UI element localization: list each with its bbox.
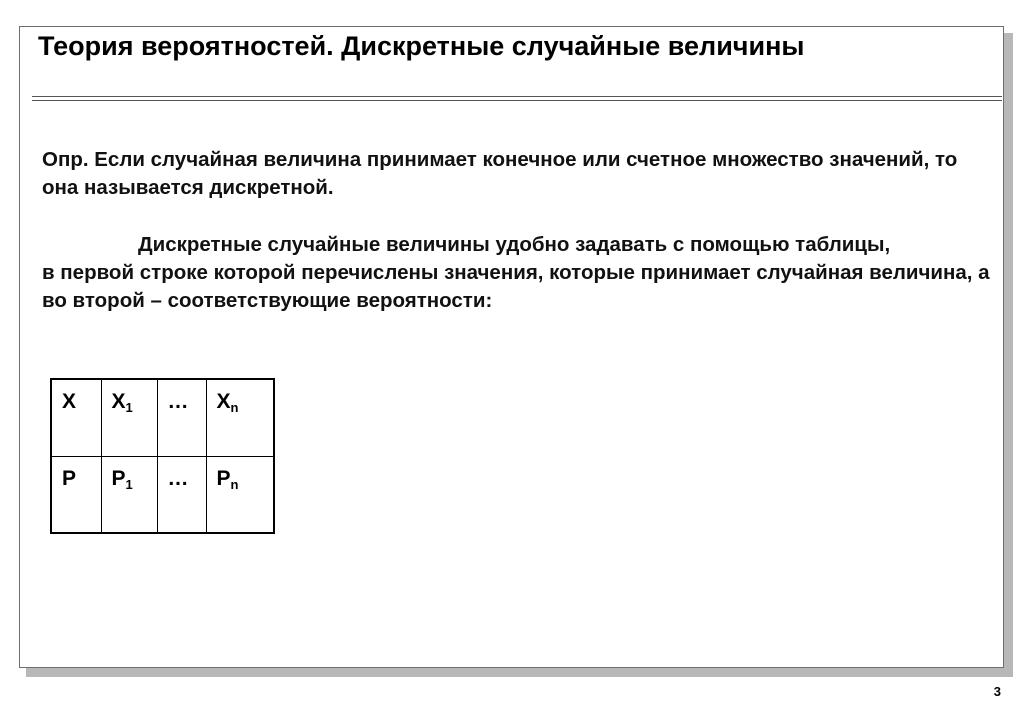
cell-base: P bbox=[216, 466, 231, 490]
cell-subscript: 1 bbox=[125, 476, 133, 492]
table-description-line2: в первой строке которой перечислены значения, которые принимает случайная величина, а во второй – соответствующие вероятности: bbox=[42, 261, 990, 312]
table-description-line1: Дискретные случайные величины удобно задавать с помощью таблицы, bbox=[138, 233, 891, 256]
cell-base: X bbox=[216, 390, 231, 413]
table-description bbox=[42, 231, 992, 315]
table-row-values bbox=[51, 379, 274, 456]
slide bbox=[19, 26, 1004, 668]
table-cell-first-value bbox=[101, 379, 157, 456]
table-row-probabilities bbox=[51, 456, 274, 533]
title-divider-top bbox=[32, 96, 1002, 97]
cell-base: P bbox=[111, 466, 126, 490]
table-cell-header: P bbox=[51, 456, 101, 533]
cell-base: X bbox=[111, 390, 126, 413]
table-cell-first-probability bbox=[101, 456, 157, 533]
definition-text: Опр. Если случайная величина принимает конечное или счетное множество значений, то она называется дискретной. bbox=[42, 148, 958, 199]
cell-subscript: n bbox=[230, 476, 239, 492]
cell-subscript: n bbox=[230, 400, 239, 415]
cell-subscript: 1 bbox=[125, 400, 133, 415]
distribution-table-wrapper bbox=[50, 378, 275, 534]
slide-title: Теория вероятностей. Дискретные случайные величины bbox=[38, 31, 805, 61]
table-cell-last-value bbox=[206, 379, 274, 456]
title-divider-bottom bbox=[32, 100, 1002, 101]
table-cell-ellipsis: … bbox=[157, 379, 206, 456]
distribution-table bbox=[50, 378, 275, 534]
table-cell-last-probability bbox=[206, 456, 274, 533]
page-number: 3 bbox=[993, 684, 1001, 699]
table-cell-ellipsis: … bbox=[157, 456, 206, 533]
table-cell-header: X bbox=[51, 379, 101, 456]
